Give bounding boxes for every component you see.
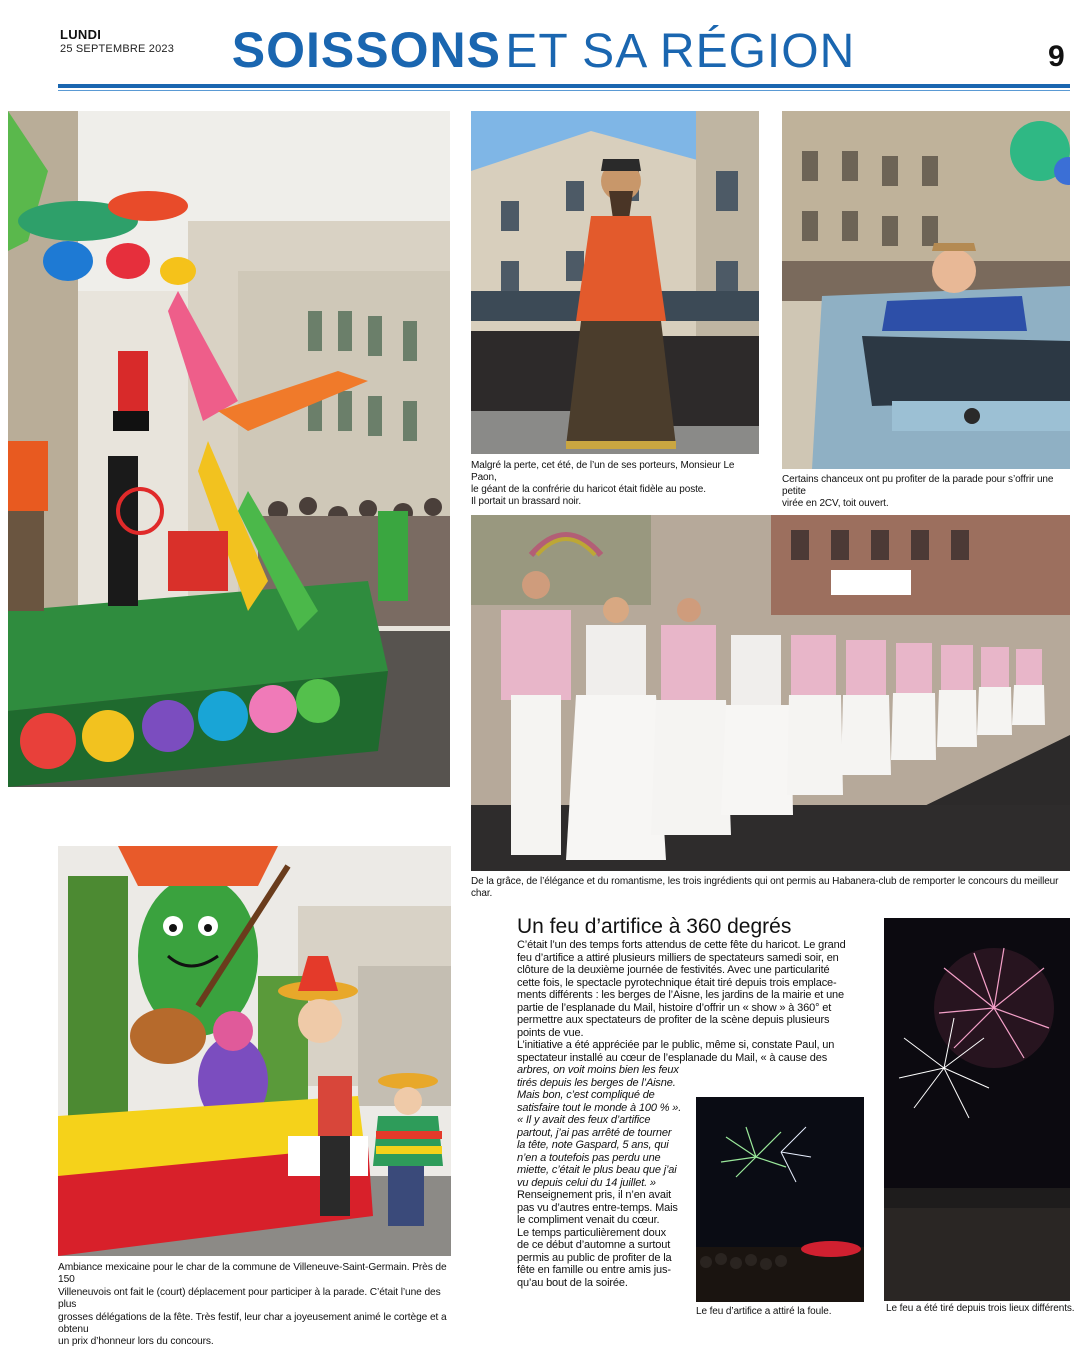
article-line: de ce début d’automne a surtout	[517, 1239, 671, 1251]
article-line: « Il y avait des feux d’artifice	[517, 1114, 651, 1126]
article-line: partout, j’ai pas arrêté de tourner	[517, 1126, 672, 1139]
caption-line: virée en 2CV, toit ouvert.	[782, 498, 889, 509]
convertible-car-photo	[782, 111, 1070, 469]
dancers-caption: De la grâce, de l’élégance et du romantisme, les trois ingrédients qui ont permis au Habanera-club de remporter le concours du meilleur char.	[471, 876, 1059, 899]
article-line: permis au public de profiter de la	[517, 1251, 672, 1264]
article-line: pas vu d’autres entre-temps. Mais	[517, 1201, 678, 1214]
article-title: Un feu d’artifice à 360 degrés	[517, 915, 792, 938]
article-line: cette fois, le spectacle pyrotechnique était tiré depuis trois emplace-	[517, 976, 837, 989]
article-line: Mais bon, c’est compliqué de	[517, 1089, 655, 1101]
header-rule-thin	[58, 90, 1070, 91]
article-line: qu’au bout de la soirée.	[517, 1276, 628, 1289]
parade-float-photo	[8, 111, 450, 787]
article-line: la tête, note Gaspard, 5 ans, qui	[517, 1139, 669, 1151]
article-line: satisfaire tout le monde à 100 % ».	[517, 1101, 682, 1114]
article-line: n’en a toutefois pas perdu une	[517, 1151, 661, 1164]
section-title-region: ET SA RÉGION	[505, 25, 856, 78]
article-line: miette, c’était le plus beau que j’ai	[517, 1164, 677, 1176]
fireworks-caption: Le feu a été tiré depuis trois lieux différents.	[886, 1303, 1075, 1314]
article-body-narrow	[517, 1064, 692, 1289]
caption-line: Certains chanceux ont pu profiter de la parade pour s’offrir une petite	[782, 474, 1054, 497]
fireworks-crowd-photo	[696, 1097, 864, 1302]
header-date: 25 SEPTEMBRE 2023	[60, 43, 175, 55]
caption-line: Ambiance mexicaine pour le char de la commune de Villeneuve-Saint-Germain. Près de 150	[58, 1262, 447, 1286]
mexican-float-photo	[58, 846, 451, 1256]
section-title	[0, 20, 1087, 93]
caption-line: Malgré la perte, cet été, de l’un de ses porteurs, Monsieur Le Paon,	[471, 460, 735, 483]
article-line: L’initiative a été appréciée par le public, même si, constate Paul, un	[517, 1039, 835, 1051]
caption-line: le géant de la confrérie du haricot était fidèle au poste.	[471, 484, 706, 495]
article-body-top	[517, 939, 862, 1064]
article-line: Renseignement pris, il n’en avait	[517, 1189, 672, 1201]
caption-line: Il portait un brassard noir.	[471, 496, 582, 507]
mexican-caption	[58, 1262, 458, 1349]
article-line: tirés depuis les berges de l’Aisne.	[517, 1076, 676, 1089]
article-line: points de vue.	[517, 1026, 584, 1039]
page-number: 9	[1048, 40, 1065, 73]
article-line: le compliment venait du cœur.	[517, 1214, 660, 1226]
giant-puppet-photo	[471, 111, 759, 454]
car-caption	[782, 474, 1072, 510]
header-rule	[58, 84, 1070, 88]
article-line: ments différents : les berges de l’Aisne, les jardins de la mairie et une	[517, 989, 844, 1001]
article-line: clôture de la deuxième journée de festivités. Avec une particularité	[517, 964, 830, 976]
article-line: fête en famille ou entre amis jus-	[517, 1264, 671, 1276]
fireworks-photo	[884, 918, 1070, 1301]
giant-caption	[471, 460, 761, 508]
caption-line: un prix d’honneur lors du concours.	[58, 1336, 214, 1348]
article-line: C’était l’un des temps forts attendus de cette fête du haricot. Le grand	[517, 939, 846, 951]
section-title-city: SOISSONS	[231, 22, 501, 78]
article-line: feu d’artifice a attiré plusieurs milliers de spectateurs samedi soir, en	[517, 951, 839, 964]
caption-line: grosses délégations de la fête. Très festif, leur char a joyeusement animé le cortège et a obtenu	[58, 1311, 447, 1336]
fireworks-crowd-caption: Le feu d’artifice a attiré la foule.	[696, 1306, 832, 1317]
article-line: spectateur installé au cœur de l’esplanade du Mail, « à cause des	[517, 1051, 828, 1064]
article-line: Le temps particulièrement doux	[517, 1226, 666, 1239]
caption-line: Villeneuvois ont fait le (court) déplacement pour participer à la parade. C’était l’une des plus	[58, 1286, 441, 1311]
article-line: vu depuis celui du 14 juillet. »	[517, 1176, 656, 1189]
article-line: arbres, on voit moins bien les feux	[517, 1064, 679, 1076]
article-line: permettre aux spectateurs de profiter de la scène depuis plusieurs	[517, 1014, 830, 1026]
header-day: LUNDI	[60, 27, 102, 42]
article-line: partie de l’esplanade du Mail, histoire d’offrir un « show » à 360° et	[517, 1001, 832, 1014]
dancers-photo	[471, 515, 1070, 871]
